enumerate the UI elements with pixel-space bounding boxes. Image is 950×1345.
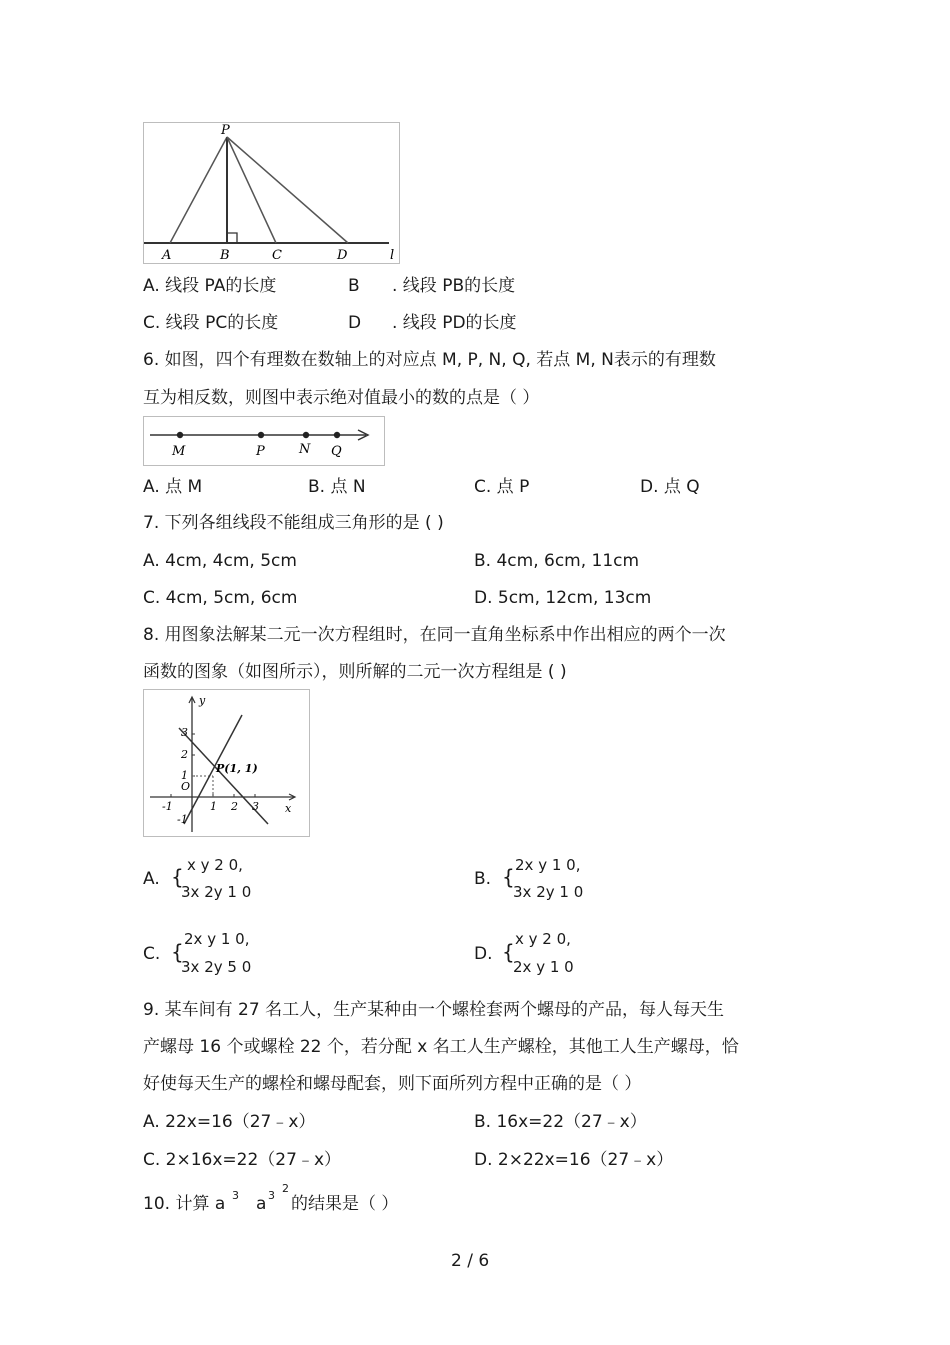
q7-option-a: A. 4cm, 4cm, 5cm (143, 551, 297, 571)
q10-suffix: 的结果是（ ） (291, 1194, 399, 1214)
q8-option-c-eq2: 3x 2y 5 0 (181, 958, 252, 976)
q9-option-d: D. 2×22x=16（27﹣x） (474, 1150, 674, 1170)
q6-stem-line2: 互为相反数，则图中表示绝对值最小的数的点是（ ） (143, 388, 540, 408)
q9-option-b: B. 16x=22（27﹣x） (474, 1112, 647, 1132)
label-N: N (299, 442, 311, 457)
label-Q: Q (331, 444, 342, 459)
q5-option-a: A. 线段 PA的长度 (143, 276, 277, 296)
axis-label-x: x (285, 802, 292, 815)
q6-option-a: A. 点 M (143, 477, 203, 497)
tick-x-1: 1 (210, 800, 217, 813)
label-C: C (272, 248, 282, 263)
q5-option-d-letter: D (348, 313, 362, 333)
point-label: P(1, 1) (216, 762, 258, 775)
tick-x-2: 2 (231, 800, 238, 813)
q10-prefix: 10. 计算 a (143, 1194, 226, 1214)
q7-option-d: D. 5cm, 12cm, 13cm (474, 588, 652, 608)
q6-option-b: B. 点 N (308, 477, 366, 497)
q8-option-c-label: C. (143, 944, 161, 964)
q10-exponent-1: 3 (232, 1189, 239, 1202)
origin-label: O (181, 780, 191, 793)
q8-option-a-eq1: x y 2 0, (187, 856, 243, 874)
q6-number-line-figure (143, 416, 385, 466)
tick-x-minus1: -1 (162, 800, 173, 813)
perpendicular-diagram (144, 123, 399, 263)
q8-graph-figure (143, 689, 310, 837)
q9-stem-line2: 产螺母 16 个或螺栓 22 个，若分配 x 名工人生产螺栓，其他工人生产螺母，恰 (143, 1037, 739, 1057)
label-A: A (162, 248, 172, 263)
q8-option-d-eq2: 2x y 1 0 (513, 958, 574, 976)
q8-stem-line2: 函数的图象（如图所示），则所解的二元一次方程组是 ( ) (143, 662, 567, 682)
q7-stem: 7. 下列各组线段不能组成三角形的是 ( ) (143, 513, 444, 533)
q8-option-d-eq1: x y 2 0, (515, 930, 571, 948)
coordinate-graph (144, 690, 309, 836)
point-P (258, 432, 264, 438)
q5-option-c: C. 线段 PC的长度 (143, 313, 279, 333)
q8-option-d-label: D. (474, 944, 493, 964)
q9-option-a: A. 22x=16（27﹣x） (143, 1112, 316, 1132)
label-P: P (256, 444, 265, 459)
q9-option-c: C. 2×16x=22（27﹣x） (143, 1150, 341, 1170)
number-line (144, 417, 384, 465)
q10-exponent-3: 2 (282, 1182, 289, 1195)
q5-option-b: . 线段 PB的长度 (392, 276, 516, 296)
q8-option-c-brace: { (171, 940, 184, 964)
tick-y-minus1: -1 (177, 813, 188, 826)
q7-option-c: C. 4cm, 5cm, 6cm (143, 588, 298, 608)
q6-option-c: C. 点 P (474, 477, 530, 497)
q8-option-b-eq2: 3x 2y 1 0 (513, 883, 584, 901)
q5-option-d: . 线段 PD的长度 (392, 313, 517, 333)
q8-option-b-brace: { (502, 865, 515, 889)
q8-stem-line1: 8. 用图象法解某二元一次方程组时，在同一直角坐标系中作出相应的两个一次 (143, 625, 726, 645)
label-l: l (390, 248, 395, 263)
label-D: D (337, 248, 348, 263)
page-number: 2 / 6 (451, 1251, 490, 1271)
q8-option-b-label: B. (474, 869, 492, 889)
label-M: M (172, 444, 186, 459)
q10-base-a: a (256, 1194, 267, 1214)
q7-option-b: B. 4cm, 6cm, 11cm (474, 551, 640, 571)
q8-option-c-eq1: 2x y 1 0, (184, 930, 250, 948)
tick-y-3: 3 (181, 726, 188, 739)
axis-label-y: y (199, 694, 206, 707)
q8-option-b-eq1: 2x y 1 0, (515, 856, 581, 874)
tick-y-2: 2 (181, 748, 188, 761)
point-N (303, 432, 309, 438)
q5-figure (143, 122, 400, 264)
q9-stem-line1: 9. 某车间有 27 名工人，生产某种由一个螺栓套两个螺母的产品，每人每天生 (143, 1000, 725, 1020)
q6-option-d: D. 点 Q (640, 477, 700, 497)
label-B: B (220, 248, 230, 263)
q8-option-a-brace: { (171, 865, 184, 889)
tick-y-1: 1 (181, 769, 188, 782)
q9-stem-line3: 好使每天生产的螺栓和螺母配套，则下面所列方程中正确的是（ ） (143, 1074, 642, 1094)
q8-option-d-brace: { (502, 940, 515, 964)
q8-option-a-eq2: 3x 2y 1 0 (181, 883, 252, 901)
q6-stem-line1: 6. 如图，四个有理数在数轴上的对应点 M, P, N, Q, 若点 M, N表示的有理数 (143, 350, 716, 370)
q8-option-a-label: A. (143, 869, 160, 889)
q10-exponent-2: 3 (268, 1189, 275, 1202)
label-P: P (221, 123, 230, 138)
tick-x-3: 3 (252, 800, 259, 813)
point-M (177, 432, 183, 438)
q5-option-b-letter: B (348, 276, 360, 296)
point-Q (334, 432, 340, 438)
